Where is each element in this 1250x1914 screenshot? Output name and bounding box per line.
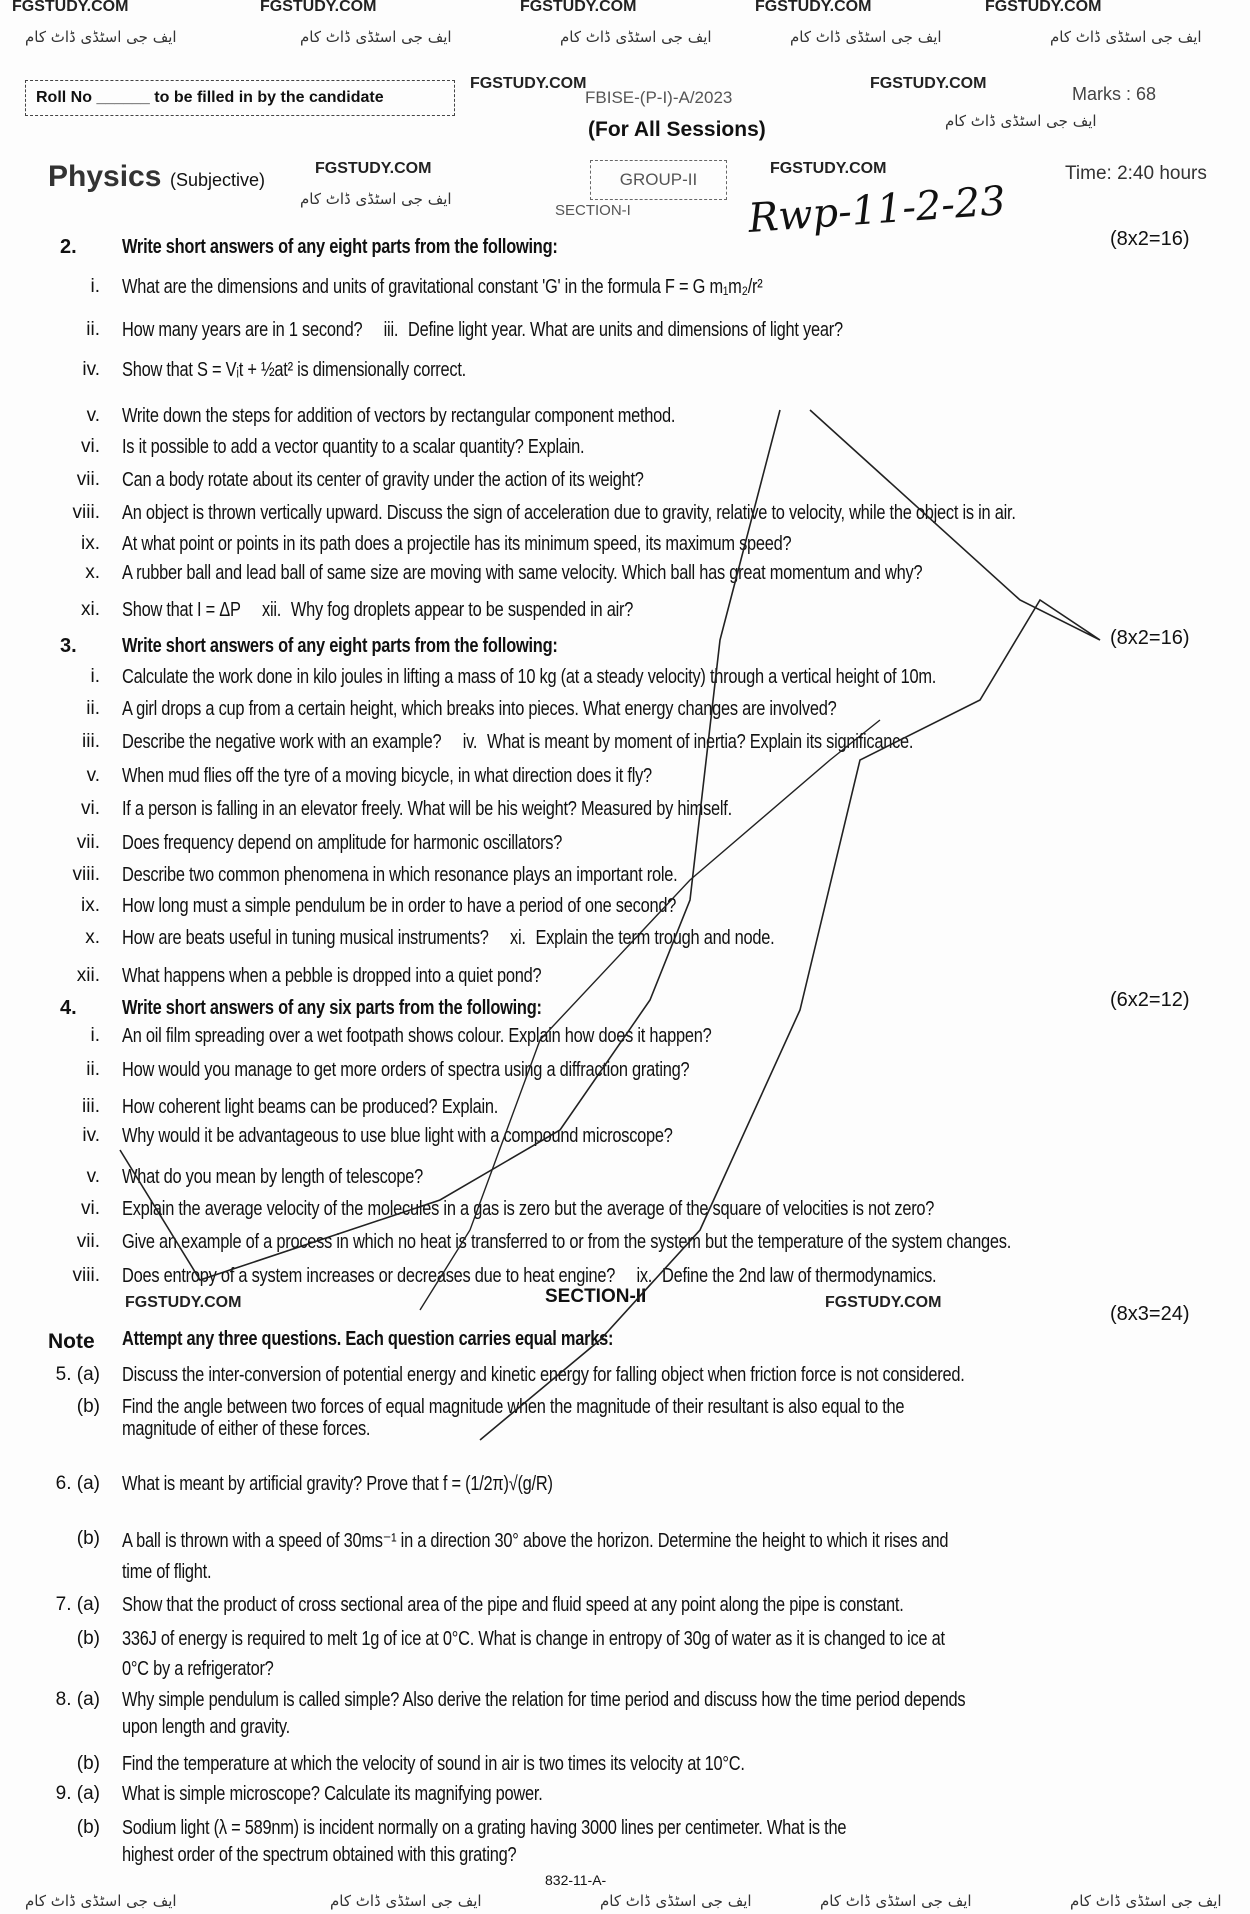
long-question-number: 6. (a) — [55, 1473, 100, 1494]
part-number: v. — [86, 405, 100, 426]
part-number: vi. — [81, 1198, 100, 1219]
long-question-text: Find the temperature at which the velocity of sound in air is two times its velocity at 10°C. — [122, 1753, 745, 1775]
question-number: 3. — [60, 635, 77, 657]
long-question-number: (b) — [76, 1753, 100, 1774]
long-question-text: upon length and gravity. — [122, 1716, 290, 1738]
question-part: Explain the term trough and node. — [535, 927, 775, 949]
question-part: Define light year. What are units and dimensions of light year? — [407, 319, 843, 341]
part-number: iv. — [462, 731, 478, 753]
part-number: vii. — [76, 1231, 100, 1252]
pen-stroke — [480, 410, 1100, 1440]
question-part: How long must a simple pendulum be in order to have a period of one second? — [122, 895, 677, 917]
long-question-text: What is simple microscope? Calculate its magnifying power. — [122, 1783, 543, 1805]
question-part: How are beats useful in tuning musical instruments? — [122, 927, 489, 949]
watermark-urdu: ایف جی اسٹڈی ڈاٹ کام — [820, 1892, 972, 1910]
long-question-text: Show that the product of cross sectional area of the pipe and fluid speed at any point along the pipe is constant. — [122, 1594, 904, 1616]
long-question-number: (b) — [76, 1628, 100, 1649]
watermark: FGSTUDY.COM — [755, 0, 872, 15]
part-number: x. — [85, 562, 100, 583]
part-number: vii. — [76, 469, 100, 490]
handwritten-note: Rwp-11-2-23 — [746, 178, 1008, 242]
long-question-number: 7. (a) — [55, 1594, 100, 1615]
part-number: iv. — [82, 359, 100, 380]
question-part: Describe two common phenomena in which resonance plays an important role. — [122, 864, 678, 886]
part-number: v. — [86, 1166, 100, 1187]
footer-code: 832-11-A- — [545, 1872, 607, 1888]
part-number: viii. — [72, 864, 100, 885]
question-part: Give an example of a process in which no heat is transferred to or from the system but the temperature of the system changes. — [122, 1231, 1012, 1253]
section-2-marks: (8x3=24) — [1110, 1303, 1190, 1325]
group-stamp: GROUP-II — [590, 160, 727, 200]
long-question-text: magnitude of either of these forces. — [122, 1418, 371, 1440]
watermark: FGSTUDY.COM — [870, 75, 987, 92]
watermark: FGSTUDY.COM — [125, 1294, 242, 1311]
part-number: iii. — [82, 731, 100, 752]
question-number: 2. — [60, 236, 77, 258]
part-number: v. — [86, 765, 100, 786]
part-number: iii. — [383, 319, 399, 341]
watermark: FGSTUDY.COM — [315, 160, 432, 177]
long-question-number: 8. (a) — [55, 1689, 100, 1710]
watermark-urdu: ایف جی اسٹڈی ڈاٹ کام — [790, 28, 942, 46]
watermark: FGSTUDY.COM — [260, 0, 377, 15]
part-number: vi. — [81, 798, 100, 819]
question-part: Show that I = ΔP — [122, 599, 241, 621]
pen-stroke — [120, 410, 780, 1280]
watermark: FGSTUDY.COM — [985, 0, 1102, 15]
long-question-number: (b) — [76, 1396, 100, 1417]
subject-title: Physics — [48, 160, 162, 193]
question-part: What are the dimensions and units of gravitational constant 'G' in the formula F = G m₁m₂/r² — [122, 276, 763, 298]
watermark-urdu: ایف جی اسٹڈی ڈاٹ کام — [945, 112, 1097, 130]
part-number: ix. — [636, 1265, 653, 1287]
watermark-urdu: ایف جی اسٹڈی ڈاٹ کام — [25, 1892, 177, 1910]
question-part: If a person is falling in an elevator freely. What will be his weight? Measured by himself. — [122, 798, 732, 820]
question-instruction: Write short answers of any eight parts from the following: — [122, 635, 558, 657]
long-question-text: highest order of the spectrum obtained with this grating? — [122, 1844, 517, 1866]
question-part: Why would it be advantageous to use blue light with a compound microscope? — [122, 1125, 673, 1147]
question-part: How many years are in 1 second? — [122, 319, 363, 341]
part-number: iii. — [82, 1096, 100, 1117]
part-number: viii. — [72, 1265, 100, 1286]
question-part: A girl drops a cup from a certain height, which breaks into pieces. What energy changes are involved? — [122, 698, 837, 720]
question-marks: (6x2=12) — [1110, 989, 1190, 1011]
watermark-urdu: ایف جی اسٹڈی ڈاٹ کام — [300, 28, 452, 46]
long-question-text: A ball is thrown with a speed of 30ms⁻¹ in a direction 30° above the horizon. Determine the height to which it rises and — [122, 1530, 949, 1552]
question-part: Explain the average velocity of the molecules in a gas is zero but the average of the square of velocities is not zero? — [122, 1198, 935, 1220]
watermark-urdu: ایف جی اسٹڈی ڈاٹ کام — [1070, 1892, 1222, 1910]
subject-type: (Subjective) — [170, 170, 266, 190]
watermark-urdu: ایف جی اسٹڈی ڈاٹ کام — [330, 1892, 482, 1910]
question-instruction: Write short answers of any six parts from the following: — [122, 997, 542, 1019]
long-question-text: Sodium light (λ = 589nm) is incident normally on a grating having 3000 lines per centimeter. What is the — [122, 1817, 847, 1839]
long-question-number: (b) — [76, 1528, 100, 1549]
question-part: Define the 2nd law of thermodynamics. — [661, 1265, 937, 1287]
question-part: Why fog droplets appear to be suspended in air? — [290, 599, 634, 621]
question-part: Can a body rotate about its center of gravity under the action of its weight? — [122, 469, 644, 491]
question-marks: (8x2=16) — [1110, 627, 1190, 649]
long-question-text: Discuss the inter-conversion of potential energy and kinetic energy for falling object when friction force is not considered. — [122, 1364, 965, 1386]
watermark: FGSTUDY.COM — [470, 75, 587, 92]
question-part: How would you manage to get more orders of spectra using a diffraction grating? — [122, 1059, 690, 1081]
question-part: Calculate the work done in kilo joules in lifting a mass of 10 kg (at a steady velocity) through a vertical height of 10m. — [122, 666, 937, 688]
watermark: FGSTUDY.COM — [12, 0, 129, 15]
sessions: (For All Sessions) — [588, 118, 766, 141]
part-number: iv. — [82, 1125, 100, 1146]
question-part: What is meant by moment of inertia? Explain its significance. — [487, 731, 914, 753]
watermark-urdu: ایف جی اسٹڈی ڈاٹ کام — [560, 28, 712, 46]
part-number: vii. — [76, 832, 100, 853]
part-number: viii. — [72, 502, 100, 523]
long-question-text: Why simple pendulum is called simple? Also derive the relation for time period and discuss how the time period depends — [122, 1689, 966, 1711]
question-part: An object is thrown vertically upward. Discuss the sign of acceleration due to gravity, relative to velocity, while the object is in air. — [122, 502, 1016, 524]
watermark: FGSTUDY.COM — [520, 0, 637, 15]
long-question-number: 9. (a) — [55, 1783, 100, 1804]
question-part: Write down the steps for addition of vectors by rectangular component method. — [122, 405, 676, 427]
question-instruction: Write short answers of any eight parts from the following: — [122, 236, 558, 258]
question-part: Does entropy of a system increases or decreases due to heat engine? — [122, 1265, 616, 1287]
long-question-text: 0°C by a refrigerator? — [122, 1658, 274, 1680]
part-number: i. — [90, 1025, 100, 1046]
part-number: i. — [90, 276, 100, 297]
watermark: FGSTUDY.COM — [770, 160, 887, 177]
part-number: x. — [85, 927, 100, 948]
question-part: Describe the negative work with an example? — [122, 731, 442, 753]
watermark: FGSTUDY.COM — [825, 1294, 942, 1311]
watermark-urdu: ایف جی اسٹڈی ڈاٹ کام — [600, 1892, 752, 1910]
question-part: A rubber ball and lead ball of same size are moving with same velocity. Which ball has great momentum and why? — [122, 562, 923, 584]
part-number: ix. — [81, 533, 100, 554]
part-number: ix. — [81, 895, 100, 916]
part-number: ii. — [86, 319, 100, 340]
watermark-urdu: ایف جی اسٹڈی ڈاٹ کام — [25, 28, 177, 46]
paper-code: FBISE-(P-I)-A/2023 — [585, 88, 733, 107]
long-question-number: (b) — [76, 1817, 100, 1838]
pen-stroke — [420, 720, 880, 1310]
long-question-text: 336J of energy is required to melt 1g of ice at 0°C. What is change in entropy of 30g of water as it is changed to ice at — [122, 1628, 945, 1650]
question-part: What happens when a pebble is dropped into a quiet pond? — [122, 965, 542, 987]
question-marks: (8x2=16) — [1110, 228, 1190, 250]
section-2-title: SECTION-II — [545, 1286, 647, 1307]
question-part: What do you mean by length of telescope? — [122, 1166, 424, 1188]
part-number: vi. — [81, 436, 100, 457]
question-part: When mud flies off the tyre of a moving bicycle, in what direction does it fly? — [122, 765, 652, 787]
section-1-title: SECTION-I — [555, 202, 631, 219]
question-part: Is it possible to add a vector quantity to a scalar quantity? Explain. — [122, 436, 585, 458]
question-part: An oil film spreading over a wet footpath shows colour. Explain how does it happen? — [122, 1025, 712, 1047]
part-number: xii. — [76, 965, 100, 986]
note-label: Note — [48, 1330, 95, 1353]
question-number: 4. — [60, 997, 77, 1019]
roll-number-box: Roll No ______ to be filled in by the candidate — [25, 80, 455, 116]
question-part: Does frequency depend on amplitude for harmonic oscillators? — [122, 832, 563, 854]
note-text: Attempt any three questions. Each question carries equal marks: — [122, 1328, 614, 1350]
long-question-text: time of flight. — [122, 1561, 212, 1583]
part-number: ii. — [86, 698, 100, 719]
watermark-urdu: ایف جی اسٹڈی ڈاٹ کام — [1050, 28, 1202, 46]
long-question-text: Find the angle between two forces of equal magnitude when the magnitude of their resultant is also equal to the — [122, 1396, 905, 1418]
part-number: xi. — [81, 599, 100, 620]
long-question-text: What is meant by artificial gravity? Prove that f = (1/2π)√(g/R) — [122, 1473, 553, 1495]
part-number: xii. — [262, 599, 282, 621]
question-part: Show that S = Vᵢt + ½at² is dimensionally correct. — [122, 359, 466, 381]
time-allowed: Time: 2:40 hours — [1065, 163, 1207, 184]
total-marks: Marks : 68 — [1072, 84, 1157, 104]
question-part: How coherent light beams can be produced? Explain. — [122, 1096, 499, 1118]
watermark-urdu: ایف جی اسٹڈی ڈاٹ کام — [300, 190, 452, 208]
long-question-number: 5. (a) — [55, 1364, 100, 1385]
question-part: At what point or points in its path does a projectile has its minimum speed, its maximum speed? — [122, 533, 792, 555]
part-number: ii. — [86, 1059, 100, 1080]
part-number: i. — [90, 666, 100, 687]
part-number: xi. — [509, 927, 526, 949]
